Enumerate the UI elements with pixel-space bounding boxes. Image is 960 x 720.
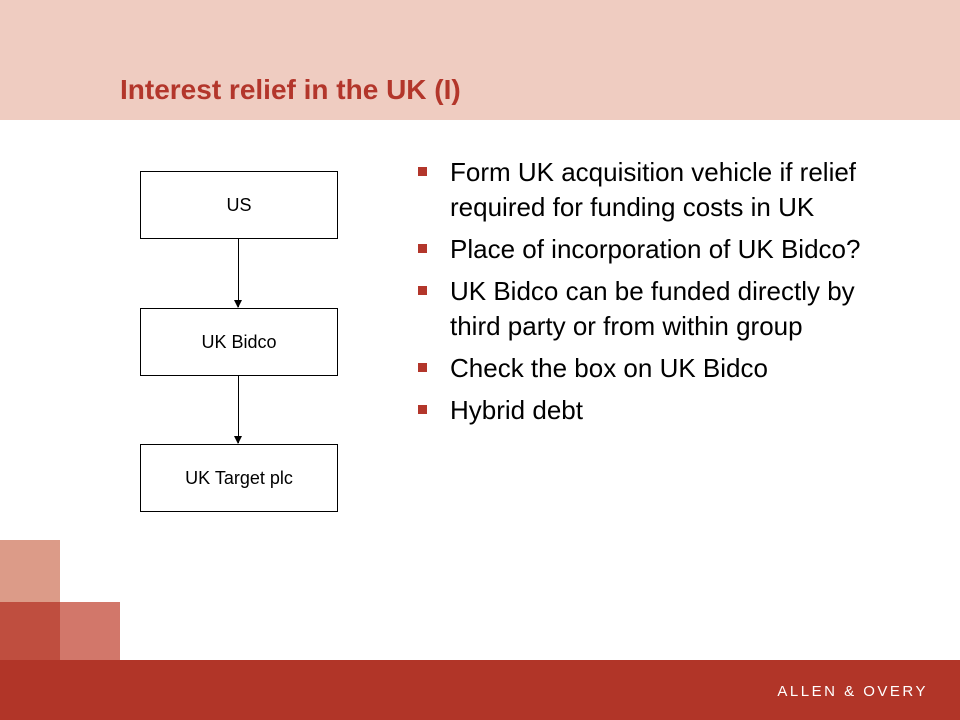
bullet-item — [414, 232, 894, 267]
bullet-list — [414, 155, 894, 435]
bullet-text: Place of incorporation of UK Bidco? — [450, 234, 861, 264]
allen-overy-logo: ALLEN & OVERY — [777, 683, 928, 700]
arrow-down-icon — [238, 238, 239, 307]
decor-square — [60, 602, 120, 660]
entity-box-us: US — [140, 171, 338, 239]
bullet-text: UK Bidco can be funded directly by third party or from within group — [450, 276, 855, 341]
bullet-item — [414, 274, 894, 344]
decor-square — [0, 540, 60, 602]
bullet-text: Hybrid debt — [450, 395, 583, 425]
entity-box-uk-target: UK Target plc — [140, 444, 338, 512]
bullet-item — [414, 351, 894, 386]
bullet-text: Check the box on UK Bidco — [450, 353, 768, 383]
square-bullet-icon — [418, 405, 427, 414]
arrow-down-icon — [238, 375, 239, 443]
entity-box-uk-bidco: UK Bidco — [140, 308, 338, 376]
slide-title: Interest relief in the UK (I) — [120, 74, 461, 105]
square-bullet-icon — [418, 244, 427, 253]
square-bullet-icon — [418, 167, 427, 176]
bullet-text: Form UK acquisition vehicle if relief required for funding costs in UK — [450, 157, 857, 222]
square-bullet-icon — [418, 286, 427, 295]
decor-square — [0, 602, 60, 660]
square-bullet-icon — [418, 363, 427, 372]
bullet-item — [414, 155, 894, 225]
bullet-item — [414, 393, 894, 428]
